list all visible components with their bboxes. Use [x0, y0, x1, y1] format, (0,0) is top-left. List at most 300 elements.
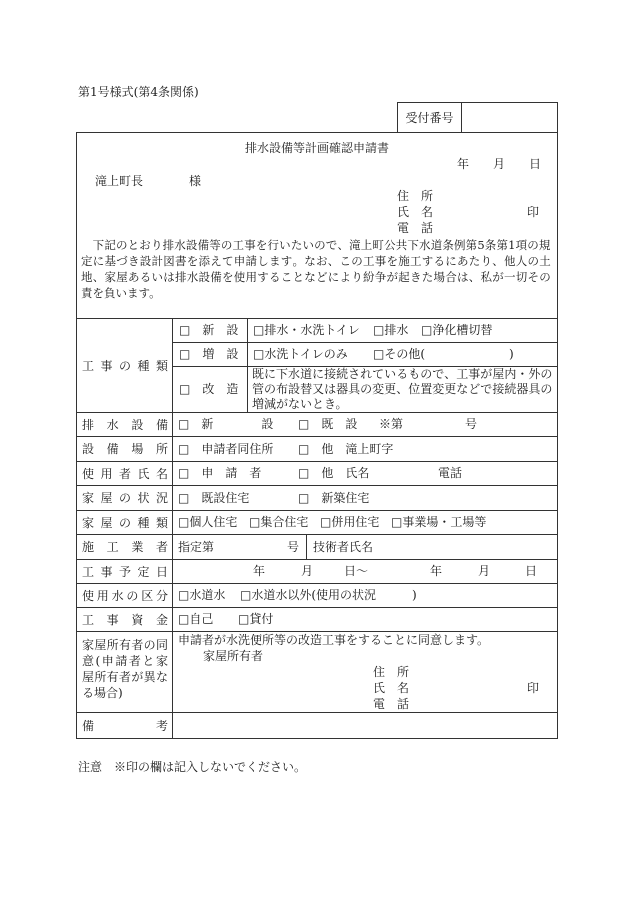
work-type-addition-checkbox: □ 増 設	[173, 343, 248, 366]
glyph: を	[222, 270, 234, 284]
glyph: 者	[118, 466, 131, 481]
glyph: も	[408, 367, 421, 381]
work-type-new-options	[248, 319, 558, 342]
addressee-honorific: 様	[189, 174, 202, 188]
glyph: よ	[339, 270, 351, 284]
glyph: 設	[198, 270, 210, 284]
glyph: 種	[137, 358, 150, 373]
glyph: 設	[82, 442, 95, 456]
glyph: 水	[419, 238, 431, 252]
work-type-remodel-checkbox: □ 改 造	[173, 367, 248, 412]
schedule-start-month: 月	[301, 564, 314, 578]
statement-line	[81, 237, 551, 253]
glyph: 況	[155, 491, 168, 505]
glyph: 、	[337, 238, 349, 252]
glyph: 工	[82, 358, 95, 373]
glyph: と	[292, 270, 304, 284]
glyph: 位	[408, 382, 421, 396]
glyph: 排	[162, 238, 175, 252]
glyph: な	[304, 254, 316, 268]
glyph: 区	[141, 588, 154, 603]
contractor-label-cell	[76, 535, 173, 559]
house-type-label-cell	[76, 511, 173, 534]
glyph: 金	[155, 612, 168, 627]
glyph: 分	[155, 588, 168, 603]
owner-consent-label-line	[82, 637, 168, 653]
glyph: が	[480, 367, 493, 381]
glyph: 工	[82, 612, 95, 627]
glyph: 家	[104, 270, 116, 284]
remodel-description-line: 増減がないとき。	[252, 397, 348, 411]
glyph: 予	[118, 564, 131, 579]
glyph: え	[210, 254, 222, 268]
house-status-label	[82, 490, 168, 506]
work-type-new-checkbox: □ 新 設	[173, 319, 248, 342]
glyph: 用	[100, 466, 113, 481]
glyph: 者	[155, 540, 168, 554]
row-remarks	[76, 712, 558, 738]
glyph: し	[257, 254, 269, 268]
glyph: 者	[118, 670, 131, 684]
applicant-phone-label: 電 話	[397, 221, 434, 235]
glyph: は	[457, 270, 469, 284]
glyph: 場	[433, 270, 445, 284]
glyph: の	[539, 270, 551, 284]
glyph: の	[351, 254, 363, 268]
glyph: 屋	[116, 270, 128, 284]
drainage-facility-label	[82, 417, 168, 433]
glyph: に	[445, 254, 457, 268]
glyph: 具	[528, 382, 541, 396]
glyph: 行	[267, 238, 279, 252]
glyph: あ	[128, 270, 140, 284]
glyph: の	[115, 238, 128, 252]
glyph: 争	[374, 270, 387, 284]
glyph: が	[386, 270, 398, 284]
glyph: 所	[106, 638, 119, 652]
glyph: 共	[395, 238, 408, 252]
house-type-individual-option: □個人住宅	[178, 515, 238, 529]
glyph: 水	[111, 588, 124, 603]
glyph: 水	[106, 417, 119, 432]
glyph: 起	[398, 270, 410, 284]
user-name-label-cell	[76, 462, 173, 485]
glyph: 紛	[363, 270, 375, 284]
glyph: 道	[430, 238, 443, 252]
row-house-status	[76, 485, 558, 510]
location-other-option: □ 他 滝上町字	[298, 442, 394, 456]
row-work-type	[76, 318, 558, 412]
option-flush-toilet-only: □水洗トイレのみ	[253, 347, 348, 361]
glyph: れ	[360, 367, 373, 381]
glyph: 家	[155, 654, 168, 668]
glyph: 。	[292, 254, 304, 268]
glyph: 水	[288, 367, 301, 381]
glyph: 内	[504, 367, 517, 381]
glyph: 使	[233, 270, 246, 284]
glyph: 日	[155, 564, 168, 579]
glyph: す	[421, 254, 434, 268]
glyph: る	[139, 270, 152, 284]
house-type-content	[173, 511, 558, 534]
glyph: を	[186, 254, 199, 268]
glyph: の	[360, 382, 373, 396]
funding-label-cell	[76, 608, 173, 631]
row-water-source	[76, 583, 558, 607]
glyph: 変	[432, 382, 445, 396]
glyph: 施	[398, 254, 410, 268]
house-type-label	[82, 515, 168, 531]
schedule-label-cell	[76, 560, 173, 583]
glyph: ど	[316, 270, 328, 284]
glyph: 接	[492, 382, 505, 396]
drainage-facility-label-cell	[76, 413, 173, 436]
glyph: 等	[209, 238, 221, 252]
schedule-start-day: 日〜	[344, 564, 369, 578]
glyph: 用	[96, 588, 109, 603]
glyph: り	[150, 238, 163, 252]
glyph: 又	[312, 382, 325, 396]
owner-name-label: 氏 名	[373, 681, 410, 695]
glyph: 5	[477, 238, 485, 252]
glyph: 種	[137, 515, 150, 530]
row-drainage-facility	[76, 412, 558, 436]
funding-content	[173, 608, 558, 631]
glyph: の	[118, 491, 131, 505]
applicant-seal: 印	[527, 205, 540, 219]
glyph: の	[118, 358, 131, 373]
glyph: 基	[104, 254, 116, 268]
glyph: の	[527, 238, 539, 252]
glyph: の	[264, 382, 277, 396]
glyph: 家	[82, 491, 95, 505]
glyph: 有	[118, 638, 131, 652]
glyph: の	[540, 382, 553, 396]
glyph: 、	[468, 270, 481, 284]
glyph: い	[279, 238, 291, 252]
glyph: で	[480, 382, 493, 396]
glyph: 、	[396, 382, 409, 396]
schedule-end-month: 月	[478, 564, 491, 578]
glyph: が	[131, 670, 144, 684]
statement-line: 責を負います。	[81, 286, 161, 300]
glyph: 排	[175, 270, 187, 284]
user-name-content	[173, 462, 558, 485]
work-type-content	[173, 319, 558, 412]
owner-address-label: 住 所	[373, 665, 410, 679]
glyph: 更	[444, 382, 457, 396]
glyph: こ	[280, 270, 293, 284]
glyph: 申	[101, 654, 114, 668]
glyph: 工	[232, 238, 245, 252]
glyph: る	[269, 270, 281, 284]
glyph: の	[143, 638, 156, 652]
glyph: 町	[372, 238, 384, 252]
glyph	[81, 237, 93, 253]
glyph: て	[372, 367, 385, 381]
glyph: 事	[100, 564, 113, 579]
glyph: 設	[185, 238, 198, 252]
contractor-content	[173, 535, 558, 559]
glyph: 定	[137, 564, 150, 579]
glyph: さ	[348, 367, 361, 381]
glyph: り	[480, 254, 492, 268]
glyph: 所	[155, 442, 168, 456]
glyph: 、	[92, 270, 105, 284]
glyph: で	[325, 238, 338, 252]
glyph: 備	[155, 417, 168, 432]
remodel-description	[252, 367, 551, 412]
glyph: 、	[444, 367, 457, 381]
form-number: 第1号様式(第4条関係)	[78, 85, 199, 99]
glyph: 名	[155, 466, 168, 481]
glyph: 水	[186, 270, 199, 284]
glyph: の	[220, 238, 233, 252]
owner-consent-label-line	[82, 669, 168, 685]
glyph: 条	[484, 238, 497, 252]
glyph: 書	[175, 254, 187, 268]
house-type-collective-option: □集合住宅	[249, 515, 309, 529]
glyph: お	[139, 238, 151, 252]
glyph: 屋	[100, 515, 113, 530]
glyph: 工	[456, 367, 469, 381]
glyph: 施	[82, 540, 95, 554]
water-source-label	[82, 588, 168, 604]
glyph: 工	[410, 254, 422, 268]
glyph: 請	[245, 254, 257, 268]
addressee-name: 滝上町長	[95, 174, 144, 188]
glyph: 土	[539, 254, 551, 268]
contractor-designation-suffix: 号	[287, 540, 300, 554]
glyph: 替	[300, 382, 313, 396]
glyph: に	[327, 270, 340, 284]
glyph: 地	[81, 270, 93, 284]
glyph: 他	[504, 254, 516, 268]
glyph: 類	[155, 515, 168, 530]
glyph: の	[314, 238, 326, 252]
glyph: 家	[82, 515, 95, 530]
glyph: 備	[82, 718, 95, 733]
glyph: 第	[465, 238, 478, 252]
glyph: こ	[339, 254, 351, 268]
glyph: 管	[252, 382, 265, 396]
glyph: の	[527, 254, 539, 268]
row-user-name	[76, 461, 558, 485]
glyph: き	[128, 254, 140, 268]
row-schedule	[76, 559, 558, 583]
glyph: り	[351, 270, 363, 284]
water-source-label-cell	[76, 584, 173, 607]
glyph: と	[142, 654, 155, 668]
glyph: に	[312, 367, 325, 381]
glyph: 工	[363, 254, 375, 268]
glyph: 事	[468, 367, 481, 381]
glyph: 既	[252, 367, 265, 381]
glyph: 事	[106, 612, 119, 627]
glyph: 布	[276, 382, 289, 396]
glyph: 排	[82, 417, 95, 432]
glyph: の	[118, 515, 131, 530]
location-same-as-applicant-option: □ 申請者同住所	[178, 442, 274, 456]
glyph: で	[432, 367, 445, 381]
owner-consent-label-cell	[76, 632, 173, 712]
glyph: 添	[198, 254, 210, 268]
drainage-number-suffix: 号	[465, 417, 478, 431]
owner-consent-label-line: る場合)	[82, 686, 123, 700]
glyph: 使	[82, 466, 95, 481]
work-type-label-cell	[76, 319, 173, 412]
glyph: 私	[480, 270, 492, 284]
glyph: の	[126, 588, 139, 603]
glyph: 人	[515, 254, 528, 268]
glyph: い	[151, 270, 163, 284]
glyph: 、	[327, 254, 340, 268]
glyph: 滝	[349, 238, 361, 252]
glyph: 屋	[492, 367, 505, 381]
glyph: 置	[420, 382, 433, 396]
glyph: ど	[468, 382, 481, 396]
work-type-addition-options	[248, 343, 558, 366]
work-type-new-row	[173, 319, 558, 342]
schedule-start-year: 年	[253, 564, 266, 578]
glyph: 氏	[137, 466, 150, 481]
form-title: 排水設備等計画確認申請書	[244, 141, 389, 155]
house-existing-option: □ 既設住宅	[178, 491, 250, 505]
glyph: 記	[104, 238, 116, 252]
option-septic-switch: □浄化槽切替	[421, 323, 493, 337]
house-type-combined-option: □併用住宅	[320, 515, 380, 529]
remarks-value	[173, 713, 558, 738]
row-owner-consent	[76, 631, 558, 712]
water-tap-option: □水道水	[178, 588, 226, 602]
glyph: 有	[106, 670, 119, 684]
glyph: 例	[454, 238, 466, 252]
glyph: 設	[139, 254, 152, 268]
schedule-end-year: 年	[430, 564, 443, 578]
glyph: 屋	[100, 491, 113, 505]
glyph: す	[280, 254, 293, 268]
schedule-end-day: 日	[525, 564, 538, 578]
row-contractor	[76, 534, 558, 559]
glyph: 更	[384, 382, 397, 396]
glyph: 工	[106, 540, 119, 554]
glyph: て	[222, 254, 234, 268]
glyph: 事	[374, 254, 387, 268]
facility-location-label	[82, 441, 168, 457]
glyph: 意	[82, 654, 95, 668]
schedule-label	[82, 564, 168, 580]
glyph: る	[396, 367, 409, 381]
house-status-label-cell	[76, 486, 173, 510]
work-type-label	[82, 358, 168, 374]
glyph: 一	[504, 270, 516, 284]
glyph: 備	[210, 270, 222, 284]
glyph: 所	[94, 670, 107, 684]
footer-note: 注意 ※印の欄は記入しないでください。	[78, 760, 307, 774]
glyph: 切	[515, 270, 528, 284]
glyph: 備	[106, 442, 119, 456]
work-type-remodel-row	[173, 366, 558, 412]
glyph: 続	[336, 367, 349, 381]
glyph: は	[163, 270, 175, 284]
glyph: 水	[174, 238, 186, 252]
row-facility-location	[76, 436, 558, 461]
glyph: と	[127, 238, 140, 252]
glyph: 公	[384, 238, 396, 252]
glyph: 家	[82, 638, 95, 652]
remarks-label	[82, 718, 168, 734]
glyph: 1	[508, 238, 516, 252]
date-month: 月	[493, 157, 506, 171]
owner-consent-content	[173, 632, 558, 712]
glyph: 資	[131, 612, 144, 627]
contractor-designation-prefix: 指定第	[178, 540, 215, 554]
glyph: な	[155, 670, 168, 684]
glyph: 外	[528, 367, 541, 381]
owner-consent-label-line	[82, 653, 168, 669]
glyph: 備	[197, 238, 210, 252]
glyph: 具	[348, 382, 361, 396]
funding-label	[82, 612, 168, 628]
glyph: 条	[442, 238, 454, 252]
funding-loan-option: □貸付	[238, 612, 274, 626]
user-other-option: □ 他 氏名	[298, 466, 370, 480]
water-source-content	[173, 584, 558, 607]
application-statement	[81, 237, 551, 301]
glyph: 状	[137, 491, 150, 505]
glyph: 同	[155, 638, 168, 652]
house-new-option: □ 新築住宅	[298, 491, 370, 505]
facility-location-content	[173, 437, 558, 461]
funding-self-option: □自己	[178, 612, 214, 626]
glyph: 続	[504, 382, 517, 396]
drainage-number-prefix: ※第	[379, 417, 404, 431]
glyph: 計	[151, 254, 163, 268]
glyph: 工	[82, 564, 95, 579]
glyph: ・	[516, 367, 529, 381]
glyph: 屋	[82, 670, 95, 684]
glyph: 図	[163, 254, 175, 268]
glyph: た	[421, 270, 434, 284]
reception-number-label: 受付番号	[398, 103, 462, 133]
remodel-description-line	[252, 382, 551, 397]
user-phone-label: 電話	[438, 466, 463, 480]
glyph: 第	[496, 238, 508, 252]
glyph: 設	[131, 417, 144, 432]
user-name-label	[82, 466, 168, 482]
glyph: ま	[269, 254, 281, 268]
glyph: い	[302, 238, 314, 252]
date-day: 日	[529, 157, 542, 171]
owner-consent-statement: 申請者が水洗便所等の改造工事をすることに同意します。	[178, 633, 490, 647]
glyph: 器	[336, 382, 349, 396]
glyph: 下	[92, 238, 105, 252]
glyph: 類	[155, 358, 168, 373]
glyph: 下	[407, 238, 419, 252]
glyph: 下	[276, 367, 289, 381]
glyph: 異	[143, 670, 156, 684]
glyph: 用	[245, 270, 257, 284]
glyph: 者	[131, 638, 144, 652]
glyph: 請	[115, 654, 128, 668]
glyph: た	[468, 254, 481, 268]
glyph: 屋	[94, 638, 107, 652]
row-house-type	[76, 510, 558, 534]
reception-number-value	[462, 103, 557, 133]
glyph: あ	[457, 254, 469, 268]
facility-location-label-cell	[76, 437, 173, 461]
glyph: 定	[81, 254, 93, 268]
